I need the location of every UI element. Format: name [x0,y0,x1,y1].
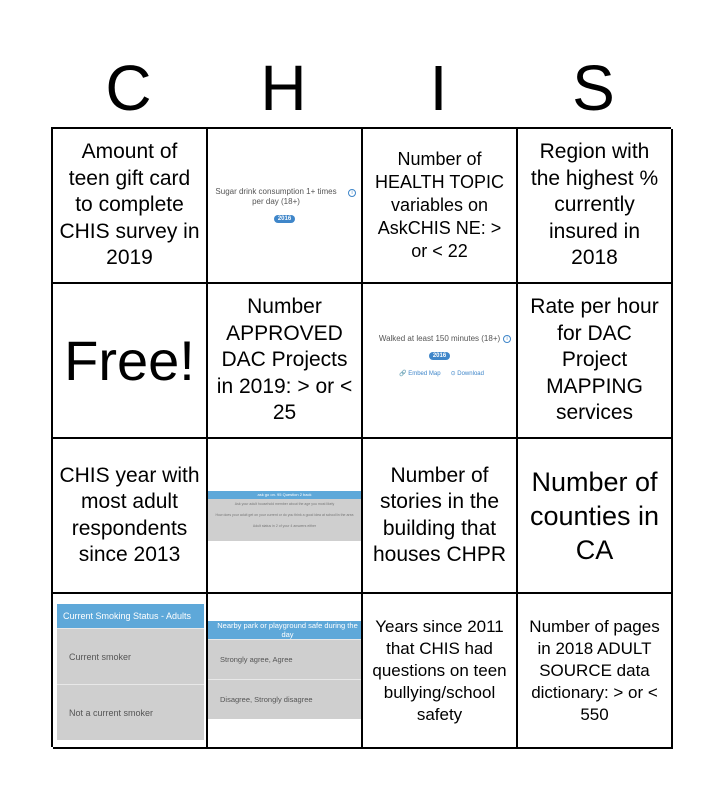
map-snippet [368,334,511,377]
bingo-cell-r3c1[interactable] [208,594,363,749]
bingo-cell-r0c2[interactable] [363,129,518,284]
table-row: Strongly agree, Agree [208,639,361,679]
snippet-line: How does your adult get on your current or do you think a good idea at school/in the area [215,513,354,517]
snippet-line: Ask your adult household member about the age you most likely [234,502,335,506]
download-link: Download [457,371,484,377]
bingo-cell-r1c0[interactable] [53,284,208,439]
cell-text: Number of stories in the building that houses CHPR [372,463,507,566]
table-row: Not a current smoker [57,684,204,740]
question-snippet [208,491,361,541]
bingo-cell-r3c2[interactable] [363,594,518,749]
title-letter-s: S [572,52,615,124]
cell-text: Number of counties in CA [529,466,660,565]
title-letter-h: H [260,52,307,124]
cell-text: Number of pages in 2018 ADULT SOURCE data dictionary: > or < 550 [529,616,660,724]
table-row: Current smoker [57,628,204,684]
bingo-cell-r1c2[interactable] [363,284,518,439]
table-header: Nearby park or playground safe during the day [208,621,361,639]
title-letter-c: C [105,52,152,124]
free-space-text: Free! [64,328,195,392]
table-snippet [57,604,204,740]
cell-text: Region with the highest % currently insured in 2018 [530,140,659,270]
bingo-cell-r2c0[interactable] [53,439,208,594]
table-row: Disagree, Strongly disagree [208,679,361,719]
map-snippet [213,187,356,225]
bingo-cell-r2c1[interactable] [208,439,363,594]
link-icon: 🔗 [399,371,407,377]
cell-text: Number of HEALTH TOPIC variables on AskCHIS NE: > or < 22 [374,149,505,261]
download-icon: ⊙ [450,371,456,377]
info-icon: i [503,335,511,343]
bingo-title [51,50,671,126]
bingo-cell-r3c3[interactable] [518,594,673,749]
bingo-cell-r2c3[interactable] [518,439,673,594]
snippet-header: ask go on. 95 Question 2 back [208,491,361,499]
cell-text: Years since 2011 that CHIS had questions on teen bullying/school safety [372,616,507,724]
bingo-cell-r0c3[interactable] [518,129,673,284]
bingo-cell-r1c1[interactable] [208,284,363,439]
cell-text: Rate per hour for DAC Project MAPPING services [530,295,659,425]
cell-text: Amount of teen gift card to complete CHIS survey in 2019 [59,140,200,270]
table-snippet [208,621,361,719]
table-header: Current Smoking Status - Adults [57,604,204,628]
year-badge: 2016 [274,215,295,223]
snippet-label: Sugar drink consumption 1+ times per day (18+) [215,187,337,206]
bingo-board [51,127,671,747]
bingo-cell-r0c1[interactable] [208,129,363,284]
bingo-cell-r1c3[interactable] [518,284,673,439]
embed-map-link: Embed Map [408,371,441,377]
bingo-cell-r2c2[interactable] [363,439,518,594]
snippet-line: Adult status in 2 of your 4 answers either [252,524,317,528]
cell-text: Number APPROVED DAC Projects in 2019: > or < 25 [216,295,353,425]
snippet-label: Walked at least 150 minutes (18+) [378,334,501,343]
title-letter-i: I [429,52,448,124]
bingo-cell-r3c0[interactable] [53,594,208,749]
year-badge: 2016 [429,352,450,360]
info-icon: i [348,189,356,197]
snippet-links [368,370,511,377]
bingo-cell-r0c0[interactable] [53,129,208,284]
cell-text: CHIS year with most adult respondents since 2013 [59,463,200,566]
